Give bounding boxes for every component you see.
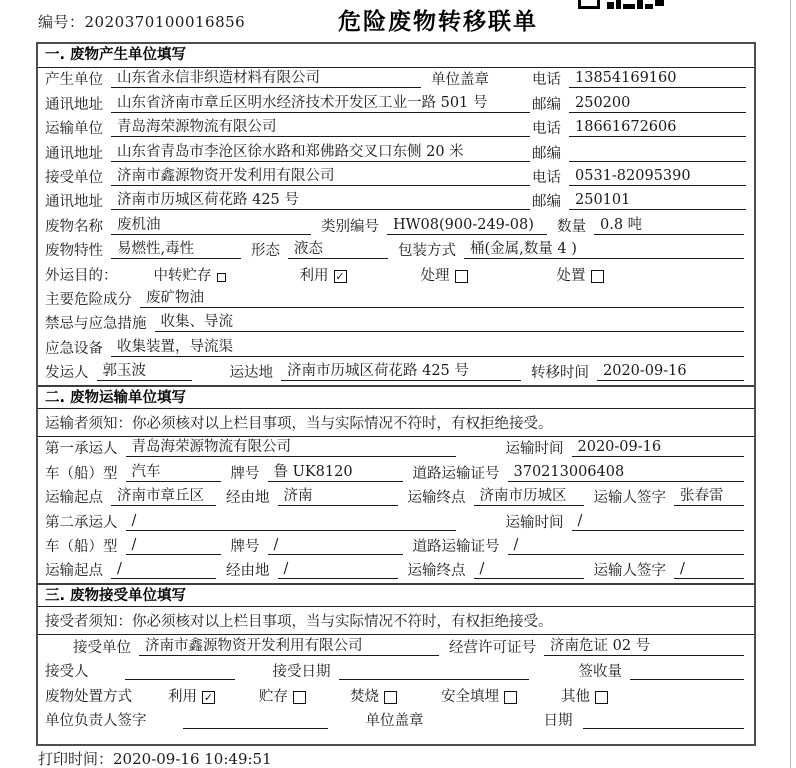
receiver-address-label: 通讯地址	[45, 194, 103, 211]
carrier-sign-label: 运输人签字	[593, 563, 666, 580]
route-end-label: 运输终点	[407, 563, 466, 580]
disposal-landfill-label: 安全填埋	[441, 688, 499, 705]
second-carrier-value: /	[126, 512, 456, 531]
zip-label: 邮编	[532, 145, 561, 162]
producer-address-row	[38, 92, 754, 116]
route-start-value: 济南市章丘区	[111, 487, 216, 506]
seal-date-label: 日期	[543, 712, 573, 729]
transfer-time-value: 2020-09-16	[597, 362, 744, 381]
transporter-address-row	[38, 141, 754, 165]
emergency-measure-value: 收集、导流	[155, 313, 745, 332]
manager-sign-label: 单位负责人签字	[45, 712, 147, 729]
waste-name-value: 废机油	[111, 216, 311, 235]
sign-quantity-value	[630, 679, 744, 680]
disposal-landfill-checkbox	[504, 691, 517, 704]
phone-group	[532, 118, 746, 138]
category-code-value: HW08(900-249-08)	[387, 216, 547, 235]
carrier-sign-value: /	[674, 560, 744, 579]
serial-label: 编号：	[38, 13, 85, 31]
route-start-label: 运输起点	[45, 490, 103, 507]
accept-unit-value: 济南市鑫源物资开发利用有限公司	[139, 637, 439, 656]
emergency-equipment-row	[38, 336, 754, 360]
zip-group	[532, 191, 746, 211]
packing-label: 包装方式	[398, 243, 456, 260]
purpose-use-checkbox: ✓	[335, 269, 345, 283]
business-license-value: 济南危证 02 号	[544, 637, 744, 656]
accept-person-row	[38, 660, 754, 684]
transfer-purpose-label: 外运目的：	[45, 267, 118, 284]
zip-value: 250101	[569, 191, 746, 210]
zip-label: 邮编	[532, 96, 561, 113]
transfer-form	[36, 42, 756, 746]
phone-value: 13854169160	[569, 69, 746, 88]
accept-person-value	[125, 679, 235, 680]
zip-value: 250200	[569, 94, 746, 113]
disposal-other-label: 其他	[561, 688, 590, 705]
receiver-address-value: 济南市历城区荷花路 425 号	[111, 191, 530, 210]
transport-time-label: 运输时间	[505, 514, 564, 531]
print-time-label: 打印时间：	[38, 750, 114, 768]
disposal-store-label: 贮存	[259, 688, 288, 705]
route-start-value: /	[111, 560, 216, 579]
quantity-label: 数量	[557, 218, 586, 235]
dispatcher-value: 郭玉波	[97, 362, 192, 381]
serial-value: 2020370100016856	[84, 13, 246, 31]
disposal-burn-label: 焚烧	[350, 688, 379, 705]
purpose-dispose-label: 处置	[556, 267, 586, 284]
emergency-measure-row	[38, 312, 754, 336]
disposal-method-label: 废物处置方式	[45, 688, 132, 705]
accept-unit-label: 接受单位	[73, 639, 131, 656]
zip-group	[532, 94, 746, 114]
producer-unit-label: 产生单位	[45, 72, 103, 89]
waste-character-label: 废物特性	[45, 243, 103, 260]
second-carrier-row	[38, 510, 754, 534]
form-title: 危险废物转移联单	[338, 9, 538, 35]
phone-value: 0531-82095390	[569, 167, 746, 186]
route-via-value: 济南	[278, 487, 398, 506]
producer-unit-value: 山东省永信非织造材料有限公司	[111, 69, 421, 88]
emergency-measure-label: 禁忌与应急措施	[45, 316, 147, 333]
receiver-unit-row	[38, 166, 754, 190]
zip-group	[532, 145, 746, 163]
dispatcher-label: 发运人	[45, 365, 89, 382]
vehicle-type-value: 汽车	[126, 463, 221, 482]
waste-character-value: 易燃性,毒性	[111, 240, 241, 259]
transporter-notice-row	[38, 409, 754, 437]
first-carrier-value: 青岛海荣源物流有限公司	[126, 438, 456, 457]
form-state-label: 形态	[251, 243, 280, 260]
waste-character-row	[38, 239, 754, 263]
transporter-notice-text: 运输者须知：你必须核对以上栏目事项，当与实际情况不符时，有权拒绝接受。	[45, 415, 553, 432]
waste-name-label: 废物名称	[45, 218, 103, 235]
sign-quantity-label: 签收量	[578, 664, 622, 681]
vehicle-type-value: /	[126, 536, 221, 555]
route-row-2	[38, 559, 754, 583]
transport-time-value: 2020-09-16	[572, 438, 745, 457]
transporter-address-value: 山东省青岛市李沧区徐水路和郑佛路交叉口东侧 20 米	[111, 143, 530, 162]
road-cert-value: /	[508, 536, 745, 555]
producer-address-label: 通讯地址	[45, 96, 103, 113]
receiver-notice-row	[38, 607, 754, 635]
waste-name-row	[38, 214, 754, 238]
purpose-dispose-checkbox	[591, 270, 604, 283]
plate-label: 牌号	[230, 465, 260, 482]
section3-heading: 三. 废物接受单位填写	[38, 583, 754, 607]
route-via-label: 经由地	[226, 490, 270, 507]
route-end-value: 济南市历城区	[474, 487, 584, 506]
route-end-value: /	[474, 560, 584, 579]
disposal-use-label: 利用	[168, 688, 197, 705]
print-time	[38, 748, 272, 768]
plate-value: 鲁 UK8120	[268, 463, 403, 482]
route-end-label: 运输终点	[407, 490, 466, 507]
road-cert-value: 370213006408	[508, 463, 745, 482]
print-time-value: 2020-09-16 10:49:51	[113, 750, 272, 768]
disposal-burn-checkbox	[384, 691, 397, 704]
plate-value: /	[268, 536, 403, 555]
phone-value: 18661672606	[569, 118, 746, 137]
accept-unit-row	[38, 635, 754, 659]
phone-label: 电话	[532, 72, 561, 89]
accept-person-label: 接受人	[45, 664, 89, 681]
receiver-unit-value: 济南市鑫源物资开发利用有限公司	[111, 167, 530, 186]
unit-seal-label: 单位盖章	[365, 712, 424, 729]
vehicle-type-label: 车（船）型	[45, 539, 118, 556]
zip-value	[569, 161, 746, 162]
transport-time-label: 运输时间	[505, 441, 564, 458]
phone-group	[532, 69, 746, 89]
transporter-unit-row	[38, 117, 754, 141]
purpose-use-label: 利用	[299, 267, 329, 284]
first-carrier-row	[38, 437, 754, 461]
receiver-unit-label: 接受单位	[45, 169, 103, 186]
disposal-method-row	[38, 684, 754, 708]
transfer-purpose-row	[38, 263, 754, 287]
phone-label: 电话	[532, 121, 561, 138]
producer-address-value: 山东省济南市章丘区明水经济技术开发区工业一路 501 号	[111, 94, 530, 113]
unit-seal-label: 单位盖章	[431, 72, 489, 89]
destination-value: 济南市历城区荷花路 425 号	[281, 362, 521, 381]
receiver-notice-text: 接受者须知：你必须核对以上栏目事项，当与实际情况不符时，有权拒绝接受。	[45, 613, 553, 630]
accept-date-label: 接受日期	[272, 664, 331, 681]
carrier-sign-label: 运输人签字	[593, 490, 666, 507]
carrier-sign-value: 张春雷	[674, 487, 744, 506]
route-via-label: 经由地	[226, 563, 270, 580]
phone-label: 电话	[532, 169, 561, 186]
section2-heading: 二. 废物运输单位填写	[38, 385, 754, 409]
road-cert-label: 道路运输证号	[412, 465, 500, 482]
transporter-unit-value: 青岛海荣源物流有限公司	[111, 118, 530, 137]
road-cert-label: 道路运输证号	[412, 539, 500, 556]
dispatcher-row	[38, 361, 754, 385]
page-edge-line	[790, 0, 791, 768]
route-row-1	[38, 486, 754, 510]
disposal-use-checkbox: ✓	[203, 690, 214, 704]
manager-sign-value	[183, 728, 328, 729]
packing-value: 桶(金属,数量 4 )	[464, 240, 744, 259]
vehicle-type-label: 车（船）型	[45, 465, 118, 482]
qr-code-fragment	[578, 0, 664, 10]
form-state-value: 液态	[288, 240, 388, 259]
transporter-unit-label: 运输单位	[45, 121, 103, 138]
route-start-label: 运输起点	[45, 563, 103, 580]
emergency-equipment-value: 收集装置，导流渠	[111, 338, 744, 357]
route-via-value: /	[278, 560, 398, 579]
manager-sign-row	[38, 709, 754, 733]
vehicle-type-row-2	[38, 535, 754, 559]
category-code-label: 类别编号	[321, 218, 379, 235]
purpose-transit-checkbox	[217, 273, 226, 282]
producer-unit-row	[38, 68, 754, 92]
hazard-component-label: 主要危险成分	[45, 291, 132, 308]
first-carrier-label: 第一承运人	[45, 441, 118, 458]
business-license-label: 经营许可证号	[449, 639, 536, 656]
disposal-other-checkbox	[595, 691, 608, 704]
purpose-treat-checkbox	[455, 270, 468, 283]
transporter-address-label: 通讯地址	[45, 145, 103, 162]
vehicle-type-row-1	[38, 461, 754, 485]
quantity-value: 0.8 吨	[594, 216, 744, 235]
phone-group	[532, 167, 746, 187]
second-carrier-label: 第二承运人	[45, 514, 118, 531]
emergency-equipment-label: 应急设备	[45, 340, 103, 357]
disposal-store-checkbox	[293, 691, 306, 704]
zip-label: 邮编	[532, 194, 561, 211]
transport-time-value: /	[572, 512, 745, 531]
hazard-component-value: 废矿物油	[140, 289, 744, 308]
plate-label: 牌号	[230, 539, 260, 556]
transfer-time-label: 转移时间	[531, 365, 589, 382]
hazard-component-row	[38, 288, 754, 312]
purpose-transit-label: 中转贮存	[153, 267, 212, 284]
accept-date-value	[339, 679, 529, 680]
purpose-treat-label: 处理	[420, 267, 450, 284]
seal-date-value	[583, 728, 745, 729]
receiver-address-row	[38, 190, 754, 214]
destination-label: 运达地	[229, 365, 273, 382]
section1-heading: 一. 废物产生单位填写	[38, 44, 754, 68]
